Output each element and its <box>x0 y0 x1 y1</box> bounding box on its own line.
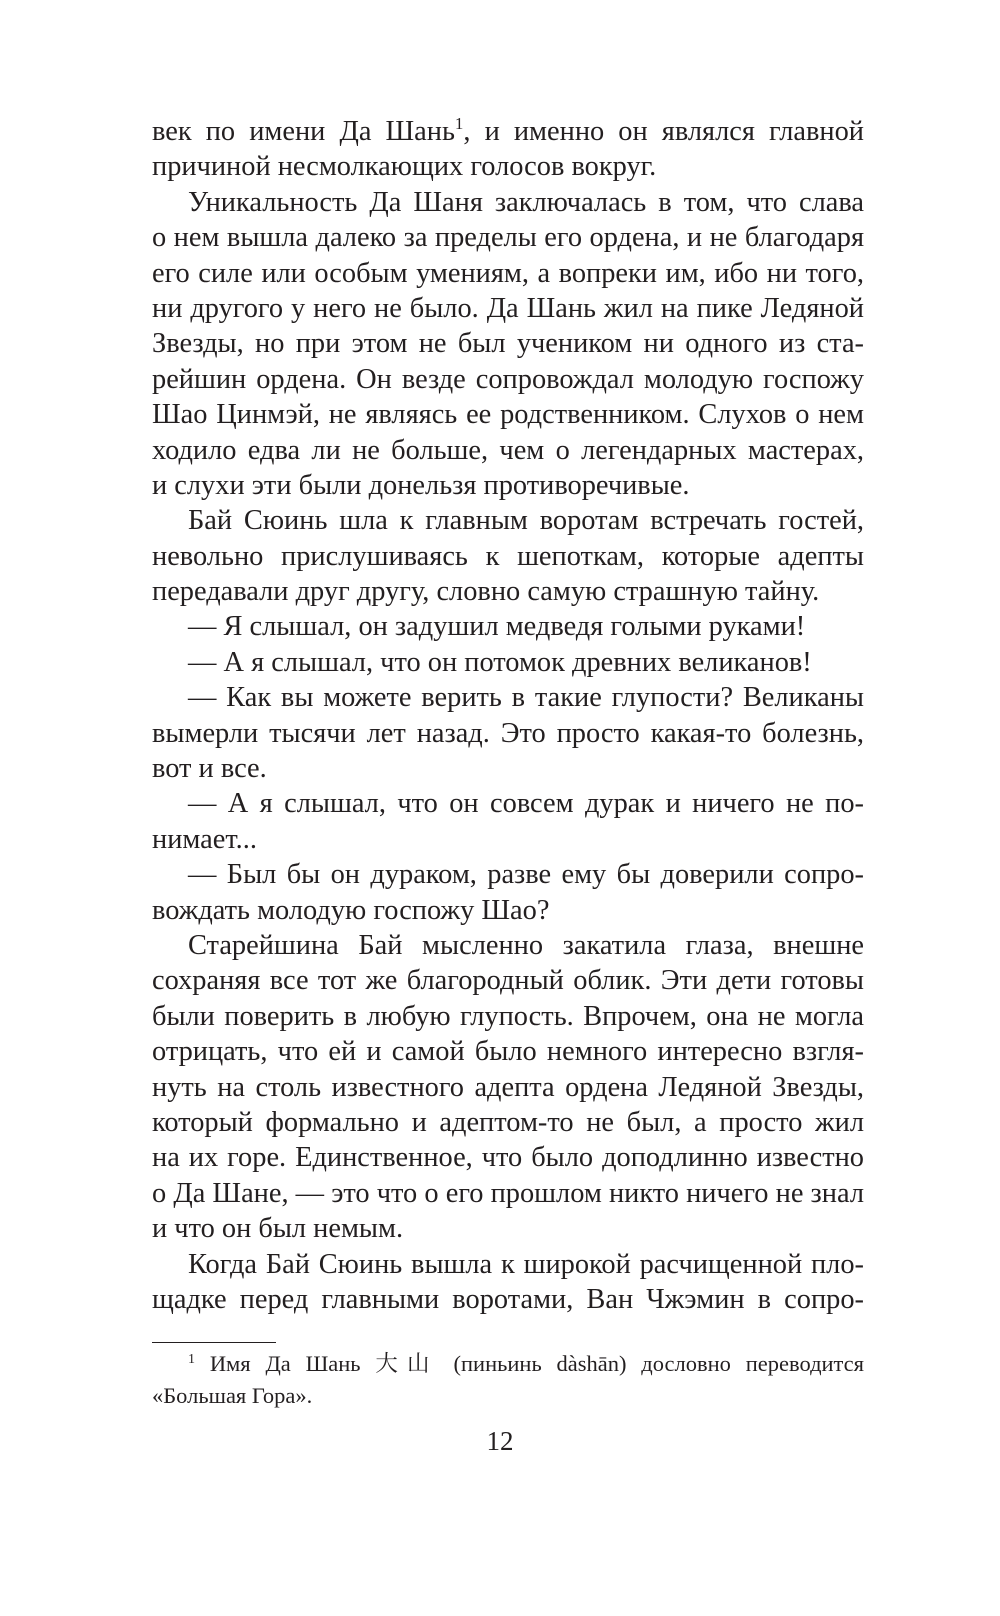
text-line: Уникальность Да Шаня заключалась в том, что слава <box>188 186 864 218</box>
text-line: — Как вы можете верить в такие глупости? Великаны <box>188 682 864 714</box>
text-line: — А я слышал, что он потомок древних великанов! <box>188 646 812 678</box>
footnote-text: Имя Да Шань 大山 (пиньинь dàshān) дословно переводится <box>209 1351 865 1376</box>
text-line: Старейшина Бай мысленно закатила глаза, внешне <box>188 929 864 961</box>
text-line: — Был бы он дураком, разве ему бы доверили сопро- <box>188 859 864 891</box>
text-line: были поверить в любую глупость. Впрочем, она не могла <box>152 1000 864 1032</box>
text-line: рейшин ордена. Он везде сопровождал молодую госпожу <box>152 363 864 395</box>
text-segment: , и именно он являлся главной <box>463 116 864 147</box>
footnote-reference: 1 <box>454 114 464 133</box>
text-line: Звезды, но при этом не был учеником ни одного из ста- <box>152 328 864 360</box>
text-line: щадке перед главными воротами, Ван Чжэмин в сопро- <box>152 1283 864 1315</box>
text-line: его силе или особым умениям, а вопреки им, ибо ни того, <box>152 257 864 289</box>
text-line: Шао Цинмэй, не являясь ее родственником. Слухов о нем <box>152 399 864 431</box>
text-line: Бай Сюинь шла к главным воротам встречать гостей, <box>188 505 864 537</box>
text-line: невольно прислушиваясь к шепоткам, которые адепты <box>152 540 864 572</box>
main-text-block <box>152 114 864 1317</box>
footnote-separator <box>152 1342 276 1343</box>
text-line: и слухи эти были донельзя противоречивые. <box>152 469 690 501</box>
footnote-line <box>152 1348 864 1380</box>
footnote-block <box>152 1348 864 1412</box>
text-line: причиной несмолкающих голосов вокруг. <box>152 151 657 183</box>
text-line: ходило едва ли не больше, чем о легендарных мастерах, <box>152 434 864 466</box>
text-line: передавали друг другу, словно самую страшную тайну. <box>152 576 820 608</box>
text-line: о нем вышла далеко за пределы его ордена, и не благодаря <box>152 222 864 254</box>
text-line: — Я слышал, он задушил медведя голыми руками! <box>188 611 806 643</box>
text-line: Когда Бай Сюинь вышла к широкой расчищенной пло- <box>188 1248 864 1280</box>
text-line: вымерли тысячи лет назад. Это просто какая-то болезнь, <box>152 717 864 749</box>
text-line: отрицать, что ей и самой было немного интересно взгля- <box>152 1036 864 1068</box>
footnote-line: «Большая Гора». <box>152 1383 313 1408</box>
text-line: вот и все. <box>152 753 267 785</box>
text-line <box>152 114 864 149</box>
page-number: 12 <box>486 1426 514 1456</box>
text-line: и что он был немым. <box>152 1213 404 1245</box>
text-line: который формально и адептом-то не был, а просто жил <box>152 1106 864 1138</box>
text-line: — А я слышал, что он совсем дурак и ничего не по- <box>188 788 864 820</box>
footnote-marker: 1 <box>188 1352 195 1367</box>
text-line: сохраняя все тот же благородный облик. Эти дети готовы <box>152 965 864 997</box>
text-line: о Да Шане, — это что о его прошлом никто ничего не знал <box>152 1177 864 1209</box>
text-line: нимает... <box>152 823 257 855</box>
text-line: ни другого у него не было. Да Шань жил на пике Ледяной <box>152 292 864 324</box>
text-line: вождать молодую госпожу Шао? <box>152 894 550 926</box>
text-line: на их горе. Единственное, что было доподлинно известно <box>152 1142 864 1174</box>
text-segment: век по имени Да Шань <box>152 116 455 147</box>
text-line: нуть на столь известного адепта ордена Ледяной Звезды, <box>152 1071 864 1103</box>
